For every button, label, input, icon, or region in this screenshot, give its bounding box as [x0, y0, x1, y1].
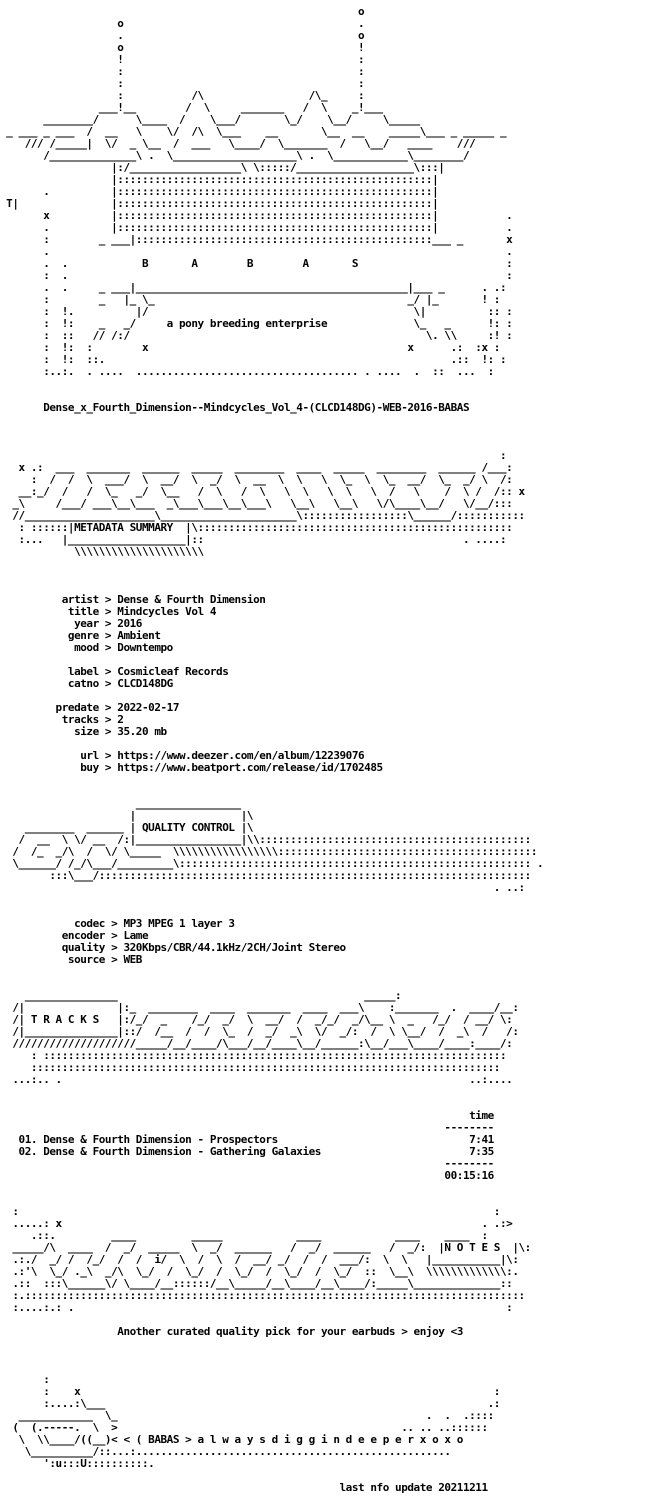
nfo-line: [0, 1182, 543, 1194]
nfo-line: :... |___________________|:: . ....:: [0, 533, 507, 546]
nfo-line: :....:.: . :: [0, 1301, 513, 1314]
nfo-line: . o: [0, 29, 365, 42]
nfo-line: . |:::::::::::::::::::::::::::::::::::::::::::::::::::| .: [0, 221, 513, 234]
nfo-line: [0, 894, 543, 906]
nfo-line: mood > Downtempo: [0, 641, 173, 654]
nfo-line: size > 35.20 mb: [0, 725, 167, 738]
nfo-text-art: [0, 6, 543, 1494]
nfo-line: . . _ ___|____________________________________________|___ _ . .:: [0, 281, 507, 294]
nfo-line: : :: [0, 65, 365, 78]
nfo-line: --------: [0, 1157, 494, 1170]
nfo-line: _______________ _____:: [0, 989, 402, 1002]
nfo-line: : :: // /:/ \. \\ :! :: [0, 329, 513, 342]
nfo-line: / __ \ \/ __ /:|_________________|\\::::::::::::::::::::::::::::::::::::::::::::: [0, 833, 531, 846]
nfo-line: ________ ______ | QUALITY CONTROL |\: [0, 821, 254, 834]
nfo-line: / /_ _/\ / \/ \_____ \\\\\\\\\\\\\\\\\::::::::::::::::::::::::::::::::::::::::::: [0, 845, 538, 858]
nfo-line: [0, 558, 543, 570]
nfo-line: \______/ /_/\___/_________\::::::::::::::::::::::::::::::::::::::::::::::::::::::::: .: [0, 857, 544, 870]
nfo-line: ____________ \_ . . .::::: [0, 1409, 494, 1422]
nfo-line: 02. Dense & Fourth Dimension - Gathering Galaxies 7:35: [0, 1145, 494, 1158]
nfo-line: [0, 414, 543, 426]
nfo-line: /| |:_ ________ ____ _______ ____ ___\ :_______ . ____/__:: [0, 1001, 519, 1014]
nfo-line: ( (.-----. \ > .. .. ..::::::: [0, 1421, 488, 1434]
nfo-line: ////////////////////_____/__/____/\___/__/____\__/______:\__/___\____/____:____/:: [0, 1037, 513, 1050]
nfo-line: .::. ____ _____ ____ ____ ____ :: [0, 1229, 488, 1242]
nfo-line: : :: [0, 1205, 500, 1218]
nfo-line: [0, 966, 543, 978]
nfo-line: 00:15:16: [0, 1169, 494, 1182]
nfo-line: genre > Ambient: [0, 629, 161, 642]
nfo-line: artist > Dense & Fourth Dimension: [0, 593, 266, 606]
nfo-line: : /\ /\_ :: [0, 89, 365, 102]
nfo-line: --------: [0, 1121, 494, 1134]
nfo-line: url > https://www.deezer.com/en/album/12239076: [0, 749, 365, 762]
nfo-line: :: [0, 449, 507, 462]
nfo-line: : ::::::|METADATA SUMMARY |\:::::::::::::::::::::::::::::::::::::::::::::::::::: [0, 521, 513, 534]
nfo-line: [0, 1350, 543, 1362]
nfo-line: o !: [0, 41, 365, 54]
nfo-line: :.:::::::::::::::::::::::::::::::::::::::::::::::::::::::::::::::::::::::::::::::::: [0, 1289, 525, 1302]
nfo-line: \\\\\\\\\\\\\\\\\\\\\: [0, 545, 204, 558]
nfo-line: year > 2016: [0, 617, 142, 630]
nfo-line: ':u:::U::::::::::.: [0, 1457, 155, 1470]
nfo-line: /|_______________|::/ /__ / / \_ / _/ _\ \/ _/: / \ \__/ / _\ / /:: [0, 1025, 519, 1038]
nfo-line: | |\: [0, 809, 254, 822]
nfo-line: T| |:::::::::::::::::::::::::::::::::::::::::::::::::::|: [0, 197, 439, 210]
nfo-line: |:/__________________\ \:::::/___________________\:::|: [0, 161, 445, 174]
nfo-line: _____/\ ____ / _/ _____ \ _/ ______ / _/ ______ / _/: |N O T E S |\:: [0, 1241, 531, 1254]
nfo-line: :::\___/::::::::::::::::::::::::::::::::::::::::::::::::::::::::::::::::::::::: [0, 869, 531, 882]
nfo-line: ________/ \____ / \___/ \_/ \__/ \_____: [0, 113, 420, 126]
nfo-line: codec > MP3 MPEG 1 layer 3: [0, 917, 235, 930]
nfo-line: |:::::::::::::::::::::::::::::::::::::::::::::::::::|: [0, 173, 439, 186]
nfo-line: time: [0, 1109, 494, 1122]
nfo-line: . |:::::::::::::::::::::::::::::::::::::::::::::::::::|: [0, 185, 439, 198]
nfo-line: ::::::::::::::::::::::::::::::::::::::::::::::::::::::::::::::::::::::::::::: [0, 1061, 500, 1074]
nfo-line: : :: [0, 77, 365, 90]
nfo-line: . . B A B A S :: [0, 257, 513, 270]
nfo-line: /// /_____| \/ _ \__ / ___ \____/ \_______ / \__/ ____ ///: [0, 137, 476, 150]
nfo-line: ___!__ / \ _______ / \ _!___: [0, 101, 383, 114]
nfo-line: o: [0, 5, 365, 18]
nfo-line: : _ ___|::::::::::::::::::::::::::::::::::::::::::::::::___ _ x: [0, 233, 513, 246]
nfo-line: : _ |_ \_ _/ |_ ! :: [0, 293, 500, 306]
nfo-line: 01. Dense & Fourth Dimension - Prospectors 7:41: [0, 1133, 494, 1146]
nfo-line: :..:. . .... .................................... . .... . :: ... :: [0, 365, 494, 378]
nfo-line: [0, 426, 543, 438]
nfo-line: /______________\ . \____________________\ . \____________\________/: [0, 149, 470, 162]
nfo-line: __:_/ / / \_ _/ \__ / \ / \ \ \ \ \ \ / \ / \ / /:: x: [0, 485, 525, 498]
nfo-line: [0, 1338, 543, 1350]
nfo-line: o .: [0, 17, 365, 30]
nfo-line: \ \\____/((__)< < ( BABAS > a l w a y s d i g g i n d e e p e r x o x o: [0, 1433, 463, 1446]
nfo-line: _\ /___/ ___\__\___ _\___\___\__\___\ \__\ \__\ \/\____\__/ \/__/:::: [0, 497, 513, 510]
nfo-line: : / / \ ___/ \ __/ \ _/ \ __ \ \ \ \_ \ \_ __/ \_ _/ \ /:: [0, 473, 513, 486]
nfo-line: Another curated quality pick for your earbuds > enjoy <3: [0, 1325, 463, 1338]
nfo-line: tracks > 2: [0, 713, 124, 726]
nfo-line: : :::::::::::::::::::::::::::::::::::::::::::::::::::::::::::::::::::::::::::: [0, 1049, 507, 1062]
nfo-line: . ..:: [0, 881, 525, 894]
nfo-line: .:: :::\______\/ \____/__::::::/__\_____/__\____/__\____/:_____\______________::: [0, 1277, 513, 1290]
nfo-line: :: [0, 1373, 50, 1386]
nfo-line: : !: ::. .:: !: :: [0, 353, 507, 366]
nfo-line: Dense_x_Fourth_Dimension--Mindcycles_Vol_4-(CLCD148DG)-WEB-2016-BABAS: [0, 401, 470, 414]
nfo-line: . .: [0, 245, 513, 258]
nfo-line: last nfo update 20211211: [0, 1481, 488, 1494]
nfo-line: : !: : x x .: :x :: [0, 341, 500, 354]
nfo-line: [0, 570, 543, 582]
nfo-line: : x :: [0, 1385, 500, 1398]
nfo-line: .....: x . .:>: [0, 1217, 513, 1230]
nfo-line: [0, 1362, 543, 1374]
nfo-line: predate > 2022-02-17: [0, 701, 180, 714]
nfo-line: /| T R A C K S |:/_/ _ /_/ _/ \ __/ / _/_/ _/\__ \ _ /_/ / __/ \:: [0, 1013, 513, 1026]
nfo-line: x |:::::::::::::::::::::::::::::::::::::::::::::::::::| .: [0, 209, 513, 222]
nfo-line: : !. |/ \| :: :: [0, 305, 513, 318]
nfo-line: encoder > Lame: [0, 929, 149, 942]
nfo-line: source > WEB: [0, 953, 142, 966]
nfo-line: //_____________________\______________________\:::::::::::::::::\______/:::::::::::: [0, 509, 525, 522]
nfo-line: _ ___ _ ___ / __ \ \/ /\ \___ __ \__ __ _____\___ _ _____ _: [0, 125, 507, 138]
nfo-line: buy > https://www.beatport.com/release/id/1702485: [0, 761, 383, 774]
nfo-line: [0, 1086, 543, 1098]
nfo-line: catno > CLCD148DG: [0, 677, 173, 690]
nfo-line: x .: ___ _______ ______ _____ ________ ____ _____ ________ ______ /___:: [0, 461, 513, 474]
nfo-line: label > Cosmicleaf Records: [0, 665, 229, 678]
nfo-line: [0, 378, 543, 390]
nfo-line: title > Mindcycles Vol 4: [0, 605, 217, 618]
nfo-line: _________________: [0, 797, 241, 810]
nfo-line: : !: _ _/ a pony breeding enterprise \_ _ !: :: [0, 317, 513, 330]
nfo-line: .:./ _/ / /_/ / / i/ \ / \ / __/ _/ / / ___/: \ \ |___________|\:: [0, 1253, 519, 1266]
nfo-line: .:'\ \_/ ._\ _/\ \_/ / \_/ / \_/ / \_/ / \_/ :: \__\ \\\\\\\\\\\\\:.: [0, 1265, 519, 1278]
nfo-line: :....:\___ .:: [0, 1397, 500, 1410]
nfo-line: ! :: [0, 53, 365, 66]
nfo-line: ...:.. . ..:....: [0, 1073, 513, 1086]
nfo-line: : . :: [0, 269, 513, 282]
nfo-line: quality > 320Kbps/CBR/44.1kHz/2CH/Joint Stereo: [0, 941, 346, 954]
nfo-line: [0, 774, 543, 786]
nfo-line: \__________/::...:...................................................: [0, 1445, 451, 1458]
